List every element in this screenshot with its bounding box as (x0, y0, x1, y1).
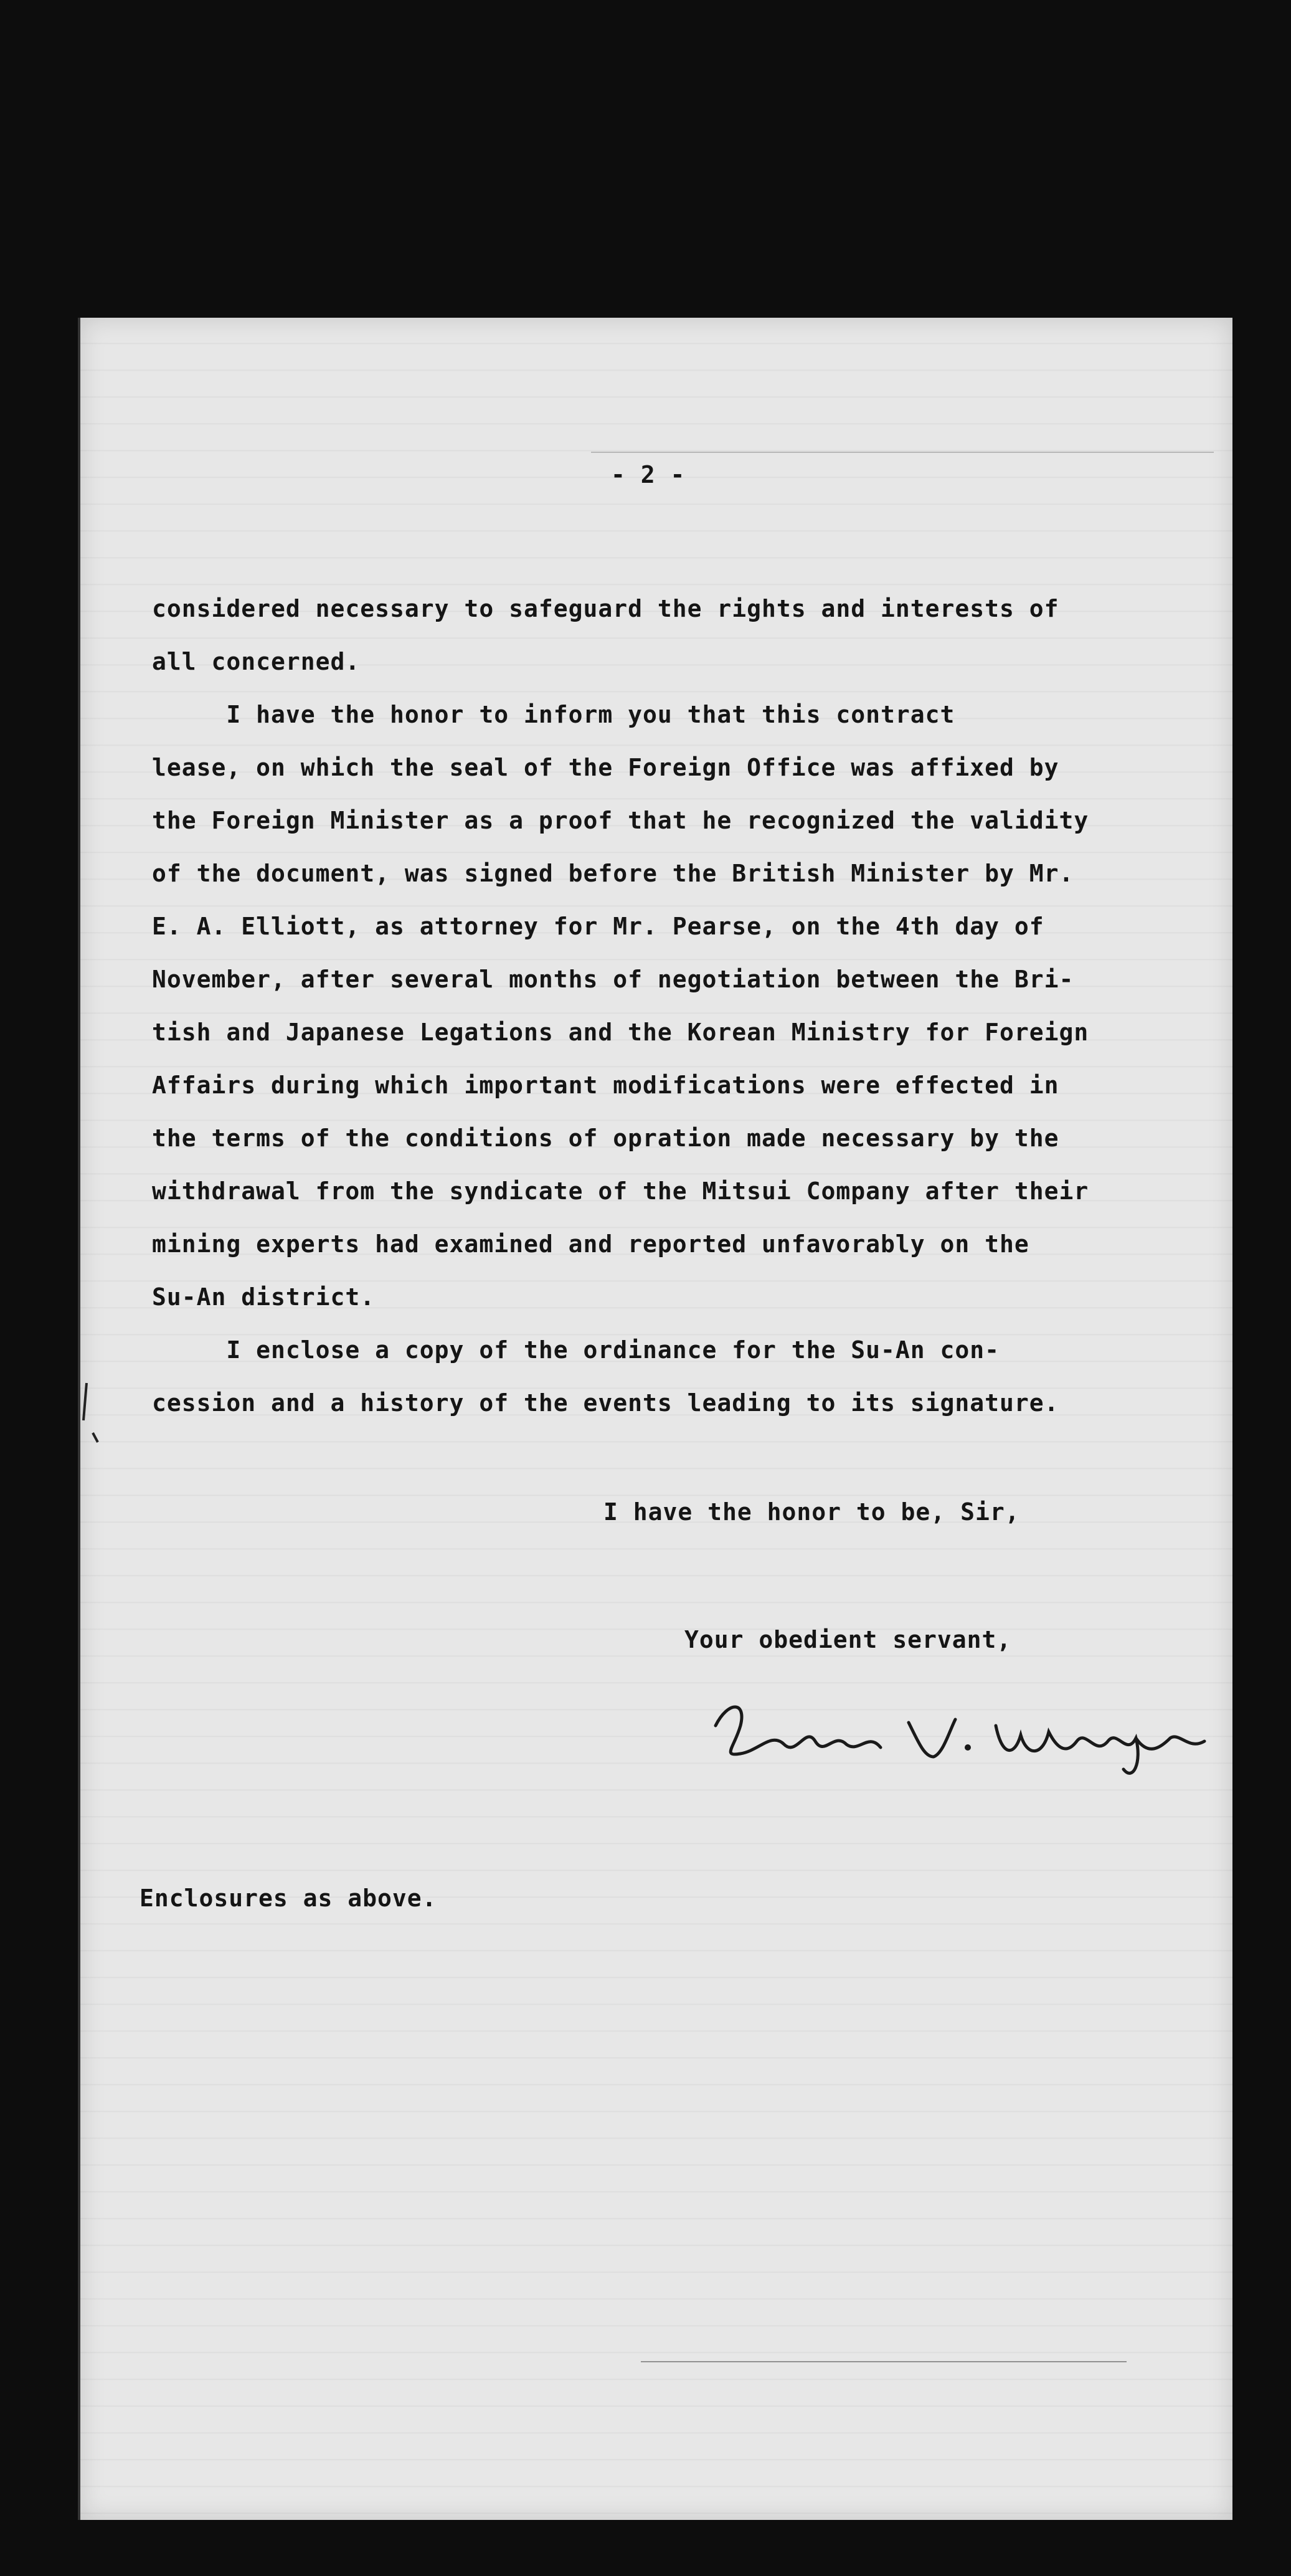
body-line: lease, on which the seal of the Foreign Office was affixed by (152, 754, 1059, 781)
body-line: mining experts had examined and reported unfavorably on the (152, 1230, 1029, 1258)
body-line: the Foreign Minister as a proof that he recognized the validity (152, 807, 1089, 834)
document-page (78, 318, 1232, 2520)
film-rule (641, 2361, 1127, 2362)
margin-mark (80, 1377, 105, 1445)
body-line: Affairs during which important modifications were effected in (152, 1072, 1059, 1099)
page-number: - 2 - (611, 461, 686, 488)
body-line: cession and a history of the events leading to its signature. (152, 1389, 1059, 1417)
body-line: all concerned. (152, 648, 361, 675)
film-rule (591, 452, 1214, 453)
body-line: withdrawal from the syndicate of the Mitsui Company after their (152, 1177, 1089, 1205)
enclosures-note: Enclosures as above. (140, 1884, 437, 1912)
body-line: E. A. Elliott, as attorney for Mr. Pearse, on the 4th day of (152, 913, 1044, 940)
closing-salutation: I have the honor to be, Sir, (603, 1498, 1020, 1526)
body-line: I enclose a copy of the ordinance for the Su-An con- (152, 1336, 1000, 1364)
body-line: I have the honor to inform you that this contract (152, 701, 955, 728)
body-line: tish and Japanese Legations and the Korean Ministry for Foreign (152, 1019, 1089, 1046)
handwritten-signature (703, 1688, 1214, 1782)
body-line: considered necessary to safeguard the rights and interests of (152, 595, 1059, 622)
closing-servant: Your obedient servant, (684, 1626, 1012, 1653)
body-line: the terms of the conditions of opration made necessary by the (152, 1124, 1059, 1152)
body-line: of the document, was signed before the British Minister by Mr. (152, 860, 1074, 887)
body-line: Su-An district. (152, 1283, 376, 1311)
body-line: November, after several months of negotiation between the Bri- (152, 966, 1074, 993)
